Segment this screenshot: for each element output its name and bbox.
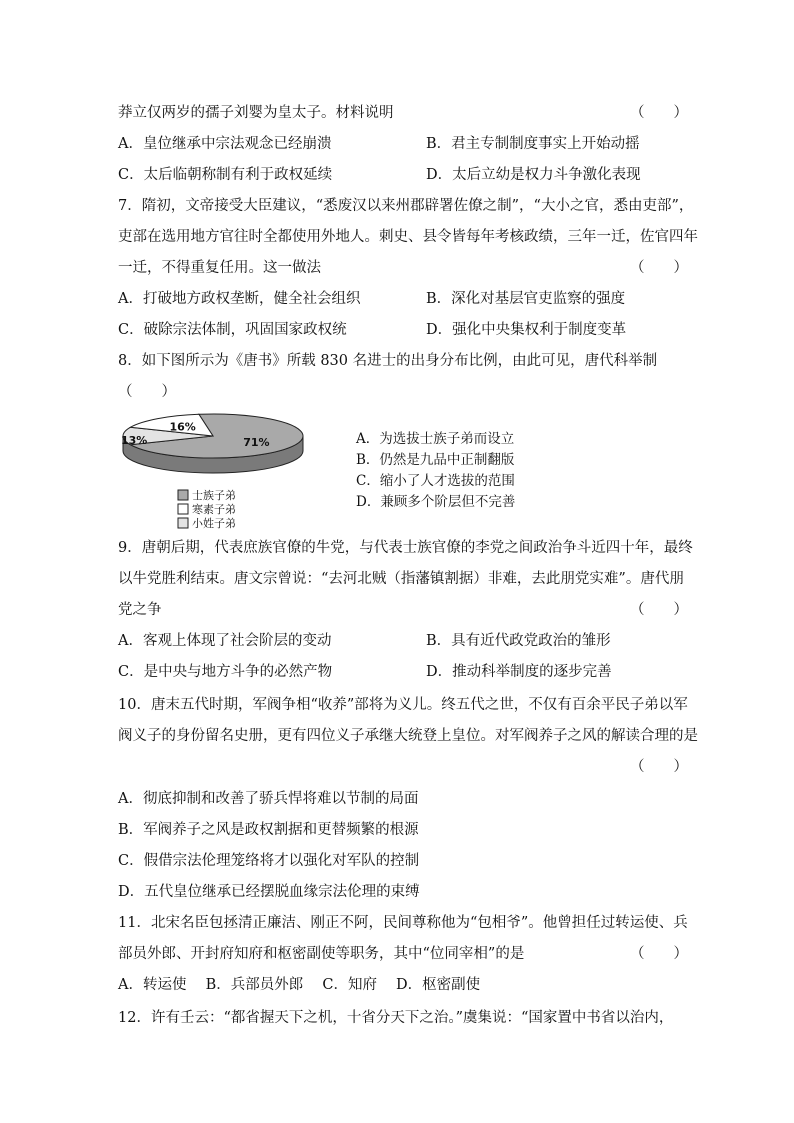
option-b: B．军阀养子之风是政权割据和更替频繁的根源 <box>118 822 419 838</box>
option-a: A．打破地方政权垄断，健全社会组织 <box>118 291 361 307</box>
legend-swatch-2 <box>178 518 188 528</box>
option-b: B．具有近代政党政治的雏形 <box>426 633 611 649</box>
pie-label-0: 71% <box>243 435 270 449</box>
answer-paren: （ ） <box>630 260 688 276</box>
option-d: D．推动科举制度的逐步完善 <box>426 664 612 680</box>
option-a: A．为选拔士族子弟而设立 <box>356 431 515 447</box>
question-11-options: A．转运使 B．兵部员外郎 C．知府 D．枢密副使 <box>118 977 481 993</box>
option-b: B．君主专制制度事实上开始动摇 <box>426 136 640 152</box>
answer-paren: （ ） <box>630 946 688 962</box>
answer-paren: （ ） <box>630 759 688 775</box>
question-text: 莽立仅两岁的孺子刘婴为皇太子。材料说明 <box>118 105 394 121</box>
pie-chart <box>118 410 338 532</box>
option-c: C．破除宗法体制，巩固国家政权统 <box>118 322 347 338</box>
question-11-text: 部员外郎、开封府知府和枢密副使等职务，其中“位同宰相”的是 <box>118 946 525 962</box>
option-a: A．皇位继承中宗法观念已经崩溃 <box>118 136 332 152</box>
answer-paren: （ ） <box>118 384 176 400</box>
option-c: C．太后临朝称制有利于政权延续 <box>118 167 333 183</box>
pie-label-1: 16% <box>169 420 196 434</box>
option-a: A．客观上体现了社会阶层的变动 <box>118 633 332 649</box>
answer-paren: （ ） <box>630 105 688 121</box>
legend-swatch-1 <box>178 504 188 514</box>
question-10-text: 10．唐末五代时期，军阀争相“收养”部将为义儿。终五代之世，不仅有百余平民子弟以军 <box>118 697 688 713</box>
question-12-text: 12．许有壬云：“都省握天下之机，十省分天下之治。”虞集说：“国家置中书省以治内， <box>118 1010 674 1026</box>
option-d: D．五代皇位继承已经摆脱血缘宗法伦理的束缚 <box>118 884 420 900</box>
option-c: C．缩小了人才选拔的范围 <box>356 473 515 489</box>
pie-label-2: 13% <box>121 434 148 447</box>
legend-label-1: 寒素子弟 <box>192 503 236 516</box>
question-7-text: 7．隋初，文帝接受大臣建议，“悉废汉以来州郡辟署佐僚之制”，“大小之官，悉由吏部”， <box>118 198 694 214</box>
option-c: C．是中央与地方斗争的必然产物 <box>118 664 333 680</box>
option-b: B．仍然是九品中正制翻版 <box>356 452 515 468</box>
option-d: D．兼顾多个阶层但不完善 <box>356 494 516 510</box>
option-a: A．彻底抑制和改善了骄兵悍将难以节制的局面 <box>118 791 419 807</box>
question-9-text: 党之争 <box>118 602 162 618</box>
option-c: C．假借宗法伦理笼络将才以强化对军队的控制 <box>118 853 420 869</box>
question-7-text: 吏部在选用地方官往时全都使用外地人。刺史、县令皆每年考核政绩，三年一迁，佐官四年 <box>118 229 698 245</box>
option-d: D．太后立幼是权力斗争激化表现 <box>426 167 641 183</box>
question-11-text: 11．北宋名臣包拯清正廉洁、刚正不阿，民间尊称他为“包相爷”。他曾担任过转运使、兵 <box>118 915 688 931</box>
legend-swatch-0 <box>178 490 188 500</box>
question-7-text: 一迁，不得重复任用。这一做法 <box>118 260 321 276</box>
option-b: B．深化对基层官吏监察的强度 <box>426 291 626 307</box>
legend-label-2: 小姓子弟 <box>192 517 236 530</box>
legend-label-0: 士族子弟 <box>192 489 236 502</box>
option-d: D．强化中央集权利于制度变革 <box>426 322 627 338</box>
answer-paren: （ ） <box>630 602 688 618</box>
question-9-text: 9．唐朝后期，代表庶族官僚的牛党，与代表士族官僚的李党之间政治争斗近四十年，最终 <box>118 540 693 556</box>
question-10-text: 阀义子的身份留名史册，更有四位义子承继大统登上皇位。对军阀养子之风的解读合理的是 <box>118 728 698 744</box>
question-9-text: 以牛党胜利结束。唐文宗曾说：“去河北贼（指藩镇割据）非难，去此朋党实难”。唐代朋 <box>118 571 684 587</box>
question-8-text: 8．如下图所示为《唐书》所载 830 名进士的出身分布比例，由此可见，唐代科举制 <box>118 353 658 369</box>
